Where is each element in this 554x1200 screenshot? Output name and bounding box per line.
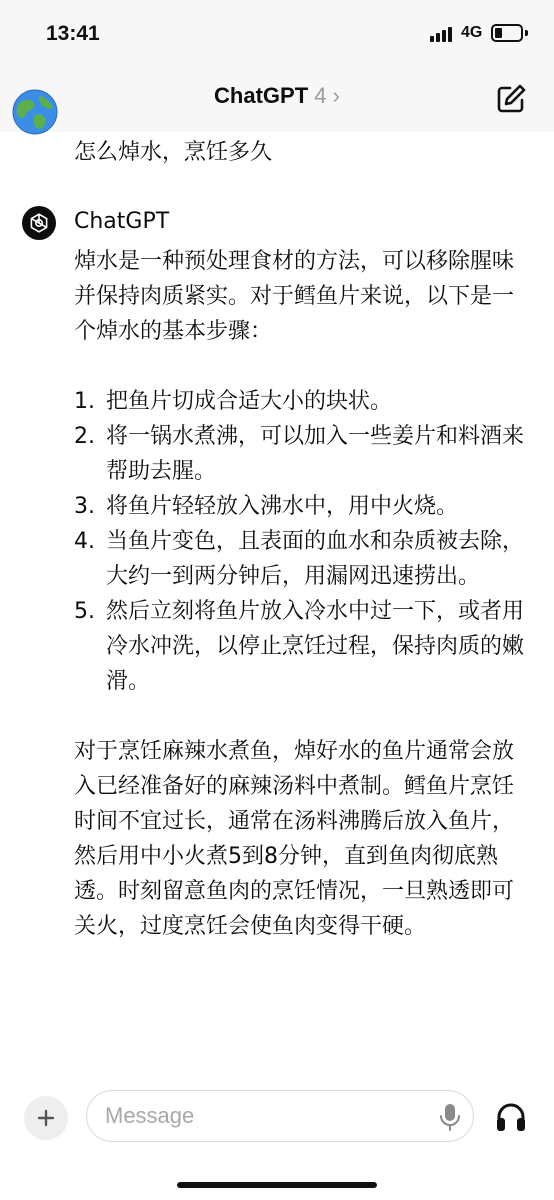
message-box[interactable] [86,1090,474,1142]
assistant-answer [74,244,530,944]
list-item [74,594,530,699]
battery-icon [491,24,523,42]
user-message: 怎么焯水，烹饪多久 [74,140,273,165]
headphones-icon[interactable] [494,1100,528,1134]
mic-icon[interactable] [439,1103,461,1131]
message-input[interactable] [105,1101,425,1131]
edit-icon[interactable] [494,82,528,116]
chevron-right-icon: › [332,83,340,108]
home-indicator [177,1182,377,1188]
app-title: ChatGPT [214,83,309,108]
step-number: 3. [74,494,95,519]
step-text: 当鱼片变色，且表面的血水和杂质被去除，大约一到两分钟后，用漏网迅速捞出。 [106,529,525,589]
list-item [74,524,530,594]
step-number: 4. [74,529,95,554]
openai-logo-icon [22,206,56,240]
step-text: 将鱼片轻轻放入沸水中，用中火烧。 [106,494,459,519]
step-number: 2. [74,424,95,449]
assistant-name: ChatGPT [74,209,170,234]
step-text: 将一锅水煮沸，可以加入一些姜片和料酒来帮助去腥。 [106,424,525,484]
step-text: 把鱼片切成合适大小的块状。 [106,389,393,414]
plus-icon [36,1108,56,1128]
add-attachment-button[interactable] [24,1096,68,1140]
signal-icon [430,26,456,42]
network-type: 4G [461,24,483,41]
composer-bar [0,1072,554,1200]
status-time: 13:41 [46,22,100,45]
model-version: 4 [314,83,327,108]
list-item [74,384,530,419]
list-item [74,419,530,489]
steps-list [74,384,530,699]
answer-closing: 对于烹饪麻辣水煮鱼，焯好水的鱼片通常会放入已经准备好的麻辣汤料中煮制。鳕鱼片烹饪时间不宜过长，通常在汤料沸腾后放入鱼片，然后用中小火煮5到8分钟，直到鱼肉彻底熟透。时刻留意鱼肉的烹饪情况，一旦熟透即可关火，过度烹饪会使鱼肉变得干硬。 [74,739,515,939]
step-number: 1. [74,389,95,414]
battery-cap [525,30,528,36]
chat-header [0,68,554,132]
chat-title[interactable] [0,83,554,109]
list-item [74,489,530,524]
step-text: 然后立刻将鱼片放入冷水中过一下，或者用冷水冲洗，以停止烹饪过程，保持肉质的嫩滑。 [106,599,525,694]
step-number: 5. [74,599,95,624]
status-bar [0,0,554,68]
answer-intro: 焯水是一种预处理食材的方法，可以移除腥味并保持肉质紧实。对于鳕鱼片来说，以下是一个焯水的基本步骤： [74,249,515,344]
